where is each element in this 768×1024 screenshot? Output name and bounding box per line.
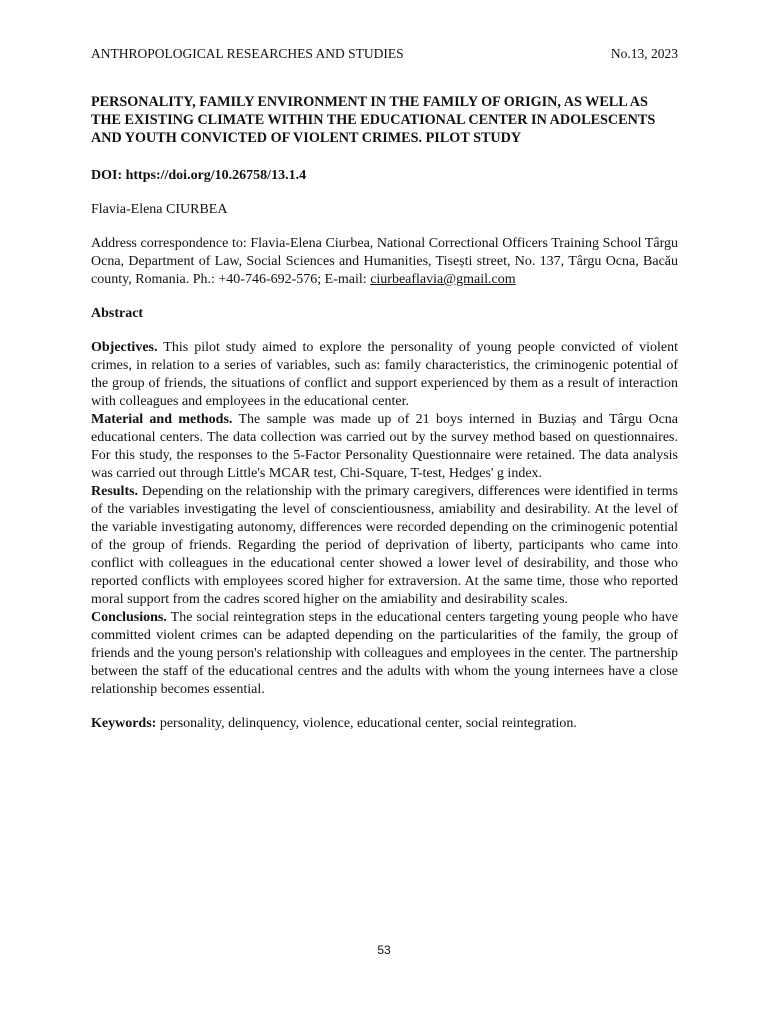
keywords-line — [91, 715, 678, 733]
doi-line[interactable]: DOI: https://doi.org/10.26758/13.1.4 — [91, 168, 307, 183]
results-label: Results. — [91, 484, 139, 499]
abstract-heading: Abstract — [91, 306, 144, 321]
objectives-text: This pilot study aimed to explore the personality of young people convicted of violent crimes, in relation to a series of variables, such as: family characteristics, the criminogenic potential of the group of friends, the situations of conflict and support experienced by them as a result of interaction with colleagues and employees in the educational center. — [91, 340, 678, 409]
keywords-text: personality, delinquency, violence, educational center, social reintegration. — [156, 716, 577, 731]
issue-number: No.13, 2023 — [610, 46, 678, 61]
page-number: 53 — [377, 943, 391, 957]
address-text: Address correspondence to: Flavia-Elena Ciurbea, National Correctional Officers Training School Târgu Ocna, Department of Law, Social Sciences and Humanities, Tisești street, No. 137, Târgu Ocna, Bacău county, Romania. Ph.: +40-746-692-576; E-mail: — [91, 236, 678, 287]
conclusions-paragraph — [91, 609, 678, 699]
article-title: PERSONALITY, FAMILY ENVIRONMENT IN THE FAMILY OF ORIGIN, AS WELL AS THE EXISTING CLIMATE WITHIN THE EDUCATIONAL CENTER IN ADOLESCENTS AND YOUTH CONVICTED OF VIOLENT CRIMES. PILOT STUDY — [91, 94, 656, 146]
methods-label: Material and methods. — [91, 412, 233, 427]
journal-name: ANTHROPOLOGICAL RESEARCHES AND STUDIES — [91, 46, 404, 61]
running-header — [91, 45, 678, 63]
results-text: Depending on the relationship with the primary caregivers, differences were identified in terms of the variables investigating the level of conscientiousness, amiability and desirability. At the level of the variable investigating autonomy, differences were recorded depending on the criminogenic potential of the group of friends. Regarding the period of deprivation of liberty, participants who came into conflict with colleagues in the educational center showed a lower level of desirability, and those who reported conflicts with employees scored higher for extraversion. At the same time, those who reported moral support from the cadres scored higher on the amiability and desirability scales. — [91, 484, 678, 607]
keywords-label: Keywords: — [91, 716, 157, 731]
methods-text: The sample was made up of 21 boys interned in Buziaș and Târgu Ocna educational centers. The data collection was carried out by the survey method based on questionnaires. For this study, the responses to the 5-Factor Personality Questionnaire were retained. The data analysis was carried out through Little's MCAR test, Chi-Square, T-test, Hedges' g index. — [91, 412, 678, 481]
email-link[interactable]: ciurbeaflavia@gmail.com — [370, 272, 516, 287]
objectives-label: Objectives. — [91, 340, 158, 355]
conclusions-text: The social reintegration steps in the educational centers targeting young people who have committed violent crimes can be adapted depending on the particularities of the family, the group of friends and the young person's relationship with colleagues and employees in the center. The partnership between the staff of the educational centres and the adults with whom the young internees have a close relationship becomes essential. — [91, 610, 678, 697]
conclusions-label: Conclusions. — [91, 610, 167, 625]
results-paragraph — [91, 483, 678, 609]
methods-paragraph — [91, 411, 678, 483]
abstract-body — [91, 339, 678, 699]
correspondence-address — [91, 235, 678, 289]
objectives-paragraph — [91, 339, 678, 411]
author-name: Flavia-Elena CIURBEA — [91, 202, 228, 217]
article-content — [91, 93, 678, 733]
